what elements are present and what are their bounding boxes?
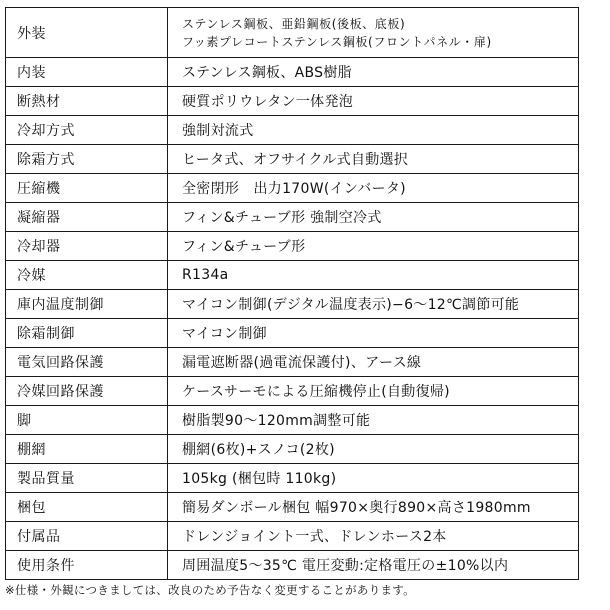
spec-label: 棚網 xyxy=(6,435,168,464)
spec-value xyxy=(168,58,579,87)
spec-value xyxy=(168,87,579,116)
spec-value-line: 硬質ポリウレタン一体発泡 xyxy=(182,94,354,110)
spec-value-line: 棚網(6枚)+スノコ(2枚) xyxy=(182,442,335,458)
spec-label: 除霜制御 xyxy=(6,319,168,348)
spec-value-line: 漏電遮断器(過電流保護付)、アース線 xyxy=(182,355,422,371)
spec-value-line: フィン&チューブ形 強制空冷式 xyxy=(182,210,382,226)
spec-table xyxy=(5,7,579,580)
spec-row xyxy=(6,87,579,116)
spec-row xyxy=(6,203,579,232)
spec-value-line: ヒータ式、オフサイクル式自動選択 xyxy=(182,152,409,168)
spec-value-line: ケースサーモによる圧縮機停止(自動復帰) xyxy=(182,384,450,400)
spec-value xyxy=(168,203,579,232)
footnote: ※仕様・外観につきましては、改良のため予告なく変更することがあります。 xyxy=(5,583,415,597)
spec-label: 庫内温度制御 xyxy=(6,290,168,319)
spec-label: 冷媒 xyxy=(6,261,168,290)
spec-label: 内装 xyxy=(6,58,168,87)
spec-row xyxy=(6,435,579,464)
spec-row xyxy=(6,551,579,580)
spec-row xyxy=(6,377,579,406)
spec-label: 梱包 xyxy=(6,493,168,522)
spec-value-line: R134a xyxy=(182,267,229,283)
spec-value xyxy=(168,8,579,58)
spec-value xyxy=(168,232,579,261)
spec-value xyxy=(168,522,579,551)
spec-row xyxy=(6,58,579,87)
spec-value xyxy=(168,464,579,493)
spec-value-line: ドレンジョイント一式、ドレンホース2本 xyxy=(182,529,447,545)
spec-label: 冷却器 xyxy=(6,232,168,261)
spec-value xyxy=(168,377,579,406)
spec-label: 付属品 xyxy=(6,522,168,551)
spec-row xyxy=(6,232,579,261)
spec-value-line: フィン&チューブ形 xyxy=(182,239,306,255)
spec-value-line: マイコン制御 xyxy=(182,326,267,342)
spec-value xyxy=(168,145,579,174)
spec-value-line: 簡易ダンボール梱包 幅970×奥行890×高さ1980mm xyxy=(182,500,531,516)
spec-value-line: マイコン制御(デジタル温度表示)−6〜12℃調節可能 xyxy=(182,297,520,313)
spec-value-line: 105kg (梱包時 110kg) xyxy=(182,471,337,487)
spec-row xyxy=(6,8,579,58)
spec-row xyxy=(6,464,579,493)
spec-label: 電気回路保護 xyxy=(6,348,168,377)
spec-row xyxy=(6,261,579,290)
spec-value-line: ステンレス鋼板、亜鉛鋼板(後板、底板) xyxy=(182,16,406,31)
spec-label: 使用条件 xyxy=(6,551,168,580)
spec-value xyxy=(168,406,579,435)
spec-value xyxy=(168,261,579,290)
spec-label: 除霜方式 xyxy=(6,145,168,174)
spec-value-line: 周囲温度5〜35℃ 電圧変動:定格電圧の±10%以内 xyxy=(182,558,509,574)
spec-value xyxy=(168,319,579,348)
spec-label: 冷却方式 xyxy=(6,116,168,145)
spec-row xyxy=(6,174,579,203)
spec-value xyxy=(168,493,579,522)
spec-label: 冷媒回路保護 xyxy=(6,377,168,406)
spec-label: 断熱材 xyxy=(6,87,168,116)
spec-row xyxy=(6,319,579,348)
spec-value-line: ステンレス鋼板、ABS樹脂 xyxy=(182,65,352,81)
spec-row xyxy=(6,348,579,377)
spec-row xyxy=(6,406,579,435)
spec-value xyxy=(168,290,579,319)
spec-label: 圧縮機 xyxy=(6,174,168,203)
spec-value xyxy=(168,551,579,580)
spec-value xyxy=(168,116,579,145)
spec-label: 外装 xyxy=(6,8,168,58)
spec-value xyxy=(168,348,579,377)
spec-value xyxy=(168,174,579,203)
spec-row xyxy=(6,145,579,174)
spec-value-line: 全密閉形 出力170W(インバータ) xyxy=(182,181,406,197)
spec-table-body xyxy=(6,8,579,580)
spec-label: 製品質量 xyxy=(6,464,168,493)
spec-value-line: 強制対流式 xyxy=(182,123,254,139)
spec-value-line: フッ素プレコートステンレス鋼板(フロントパネル・扉) xyxy=(182,34,492,49)
spec-value xyxy=(168,435,579,464)
spec-label: 凝縮器 xyxy=(6,203,168,232)
spec-row xyxy=(6,116,579,145)
spec-row xyxy=(6,522,579,551)
spec-row xyxy=(6,493,579,522)
spec-label: 脚 xyxy=(6,406,168,435)
spec-value-line: 樹脂製90〜120mm調整可能 xyxy=(182,413,371,429)
spec-row xyxy=(6,290,579,319)
